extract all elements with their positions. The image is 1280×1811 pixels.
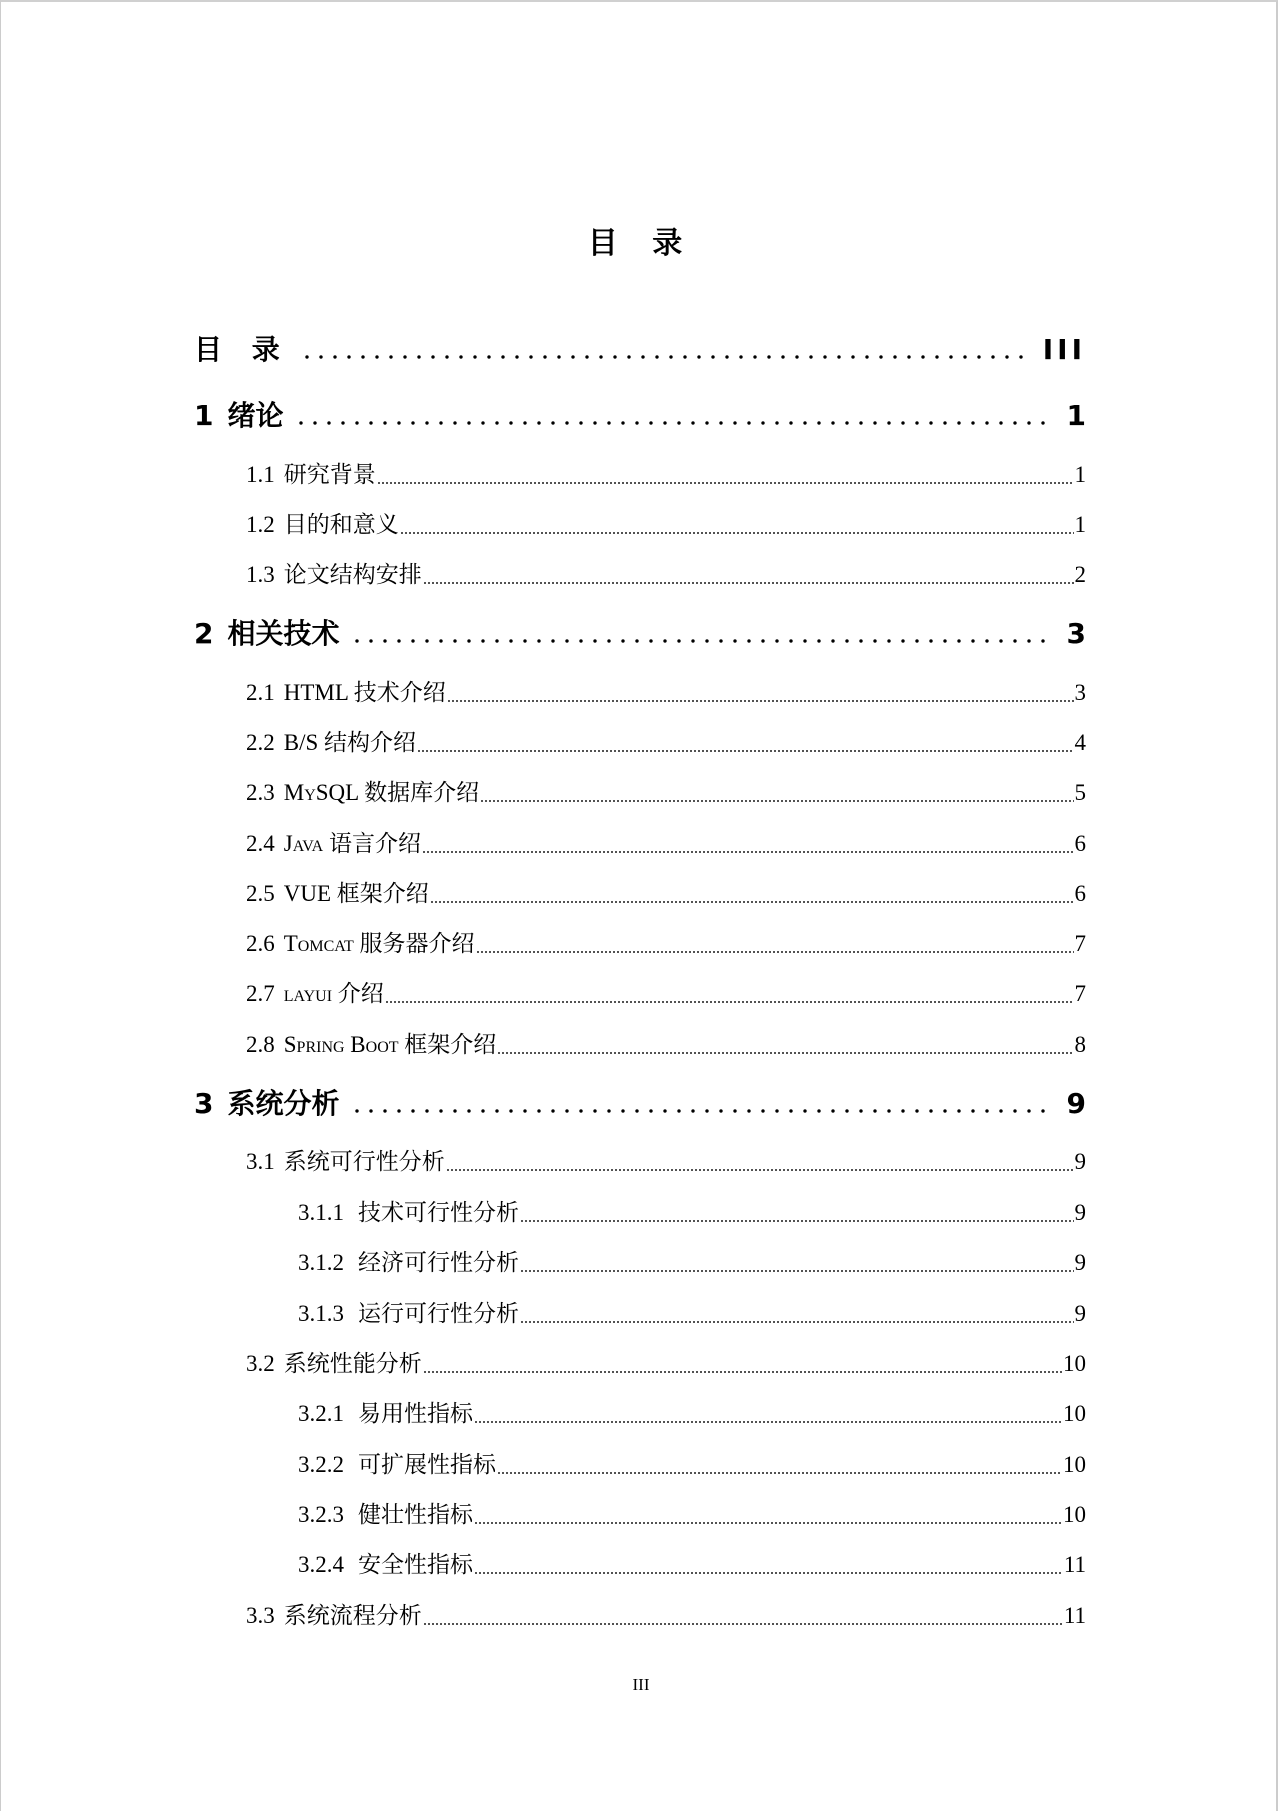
dot-leader [474,1570,1063,1576]
toc-entry-2-4[interactable] [246,827,1086,861]
dot-leader [400,530,1074,536]
toc-entry-2-3[interactable] [246,776,1086,810]
toc-entry-number: 3.2.1 [298,1401,344,1426]
toc-entry-page-number: 10 [1063,1452,1086,1477]
toc-entry-page-number: 1 [1074,512,1086,537]
dot-leader [474,1520,1062,1526]
toc-entry-1-1[interactable] [246,458,1086,492]
toc-entry-number: 1.3 [246,562,275,587]
dot-leader [430,899,1074,905]
toc-entry-3-2-3[interactable] [298,1498,1086,1532]
toc-entry-page-number: 9 [1066,1087,1086,1120]
toc-entry-label [246,458,376,492]
toc-entry-3[interactable] [194,1084,1086,1124]
dot-leader [447,698,1074,704]
toc-entry-text: 研究背景 [283,462,376,487]
toc-entry-number: 3.1.2 [298,1250,344,1275]
toc-entry-text: 系统流程分析 [283,1603,422,1628]
toc-entry-text: 目的和意义 [283,512,399,537]
footer-page-number: III [632,1675,650,1694]
dot-leader [520,1268,1074,1274]
toc-entry-page-number: 7 [1074,931,1086,956]
toc-entry-1-2[interactable] [246,508,1086,542]
dot-leader [423,1621,1063,1627]
toc-entry-number: 3.1.3 [298,1301,344,1326]
toc-entry-number: 2.7 [246,981,275,1006]
toc-entry-text: 系统性能分析 [283,1351,422,1376]
toc-entry-page-number: 11 [1063,1552,1086,1577]
dot-leader [377,480,1074,486]
toc-entry-3-1[interactable] [246,1145,1086,1179]
toc-entry-number: 2.1 [246,680,275,705]
toc-entry-number: 1.2 [246,512,275,537]
toc-entry-page-number: 8 [1074,1032,1086,1057]
toc-entry-2-8[interactable] [246,1028,1086,1062]
toc-entry-label [246,1145,445,1179]
toc-entry-label [298,1246,519,1280]
toc-entry-page-number: 9 [1074,1301,1086,1326]
toc-entry-text: Java 语言介绍 [283,831,421,856]
toc-entry-page-number: 2 [1074,562,1086,587]
dot-leader [474,1419,1062,1425]
toc-entry-page-number: 5 [1074,780,1086,805]
toc-entry-page-number: 11 [1063,1603,1086,1628]
toc-entry-page-number: 7 [1074,981,1086,1006]
toc-entry-number: 3 [194,1087,214,1120]
toc-entry-label [194,396,284,436]
dot-leader [296,352,1029,362]
toc-entry-number: 3.2 [246,1351,275,1376]
toc-entry-page-number: 3 [1074,680,1086,705]
toc-entry-page-number: 9 [1074,1200,1086,1225]
toc-entry-text: HTML 技术介绍 [283,680,446,705]
toc-entry-page-number: 4 [1074,730,1086,755]
toc-entry-3-1-1[interactable] [298,1196,1086,1230]
toc-entry-3-2-1[interactable] [298,1397,1086,1431]
toc-entry-text: Spring Boot 框架介绍 [283,1032,497,1057]
toc-entry-number: 2.4 [246,831,275,856]
toc-entry-text: 易用性指标 [358,1401,473,1426]
toc-entry-label [246,776,479,810]
dot-leader [520,1319,1074,1325]
toc-entry-3-1-3[interactable] [298,1297,1086,1331]
toc-entry-2-6[interactable] [246,927,1086,961]
toc-entry-label [246,1028,496,1062]
toc-entry-label [246,877,429,911]
toc-entry-text: MySQL 数据库介绍 [283,780,480,805]
toc-entry-label [246,927,475,961]
toc-entry-label [246,1599,422,1633]
dot-leader [497,1050,1073,1056]
toc-entry-text: 安全性指标 [358,1552,473,1577]
toc-entry-label [246,676,446,710]
dot-leader [423,1369,1062,1375]
toc-entry-page-number: 9 [1074,1149,1086,1174]
toc-entry-2-2[interactable] [246,726,1086,760]
dot-leader [480,798,1073,804]
toc-entry-2-5[interactable] [246,877,1086,911]
toc-entry-page-number: 6 [1074,831,1086,856]
toc-entry-text: 相关技术 [227,617,340,650]
toc-entry-label [246,558,422,592]
toc-entry-number: 2.3 [246,780,275,805]
toc-entry-3-3[interactable] [246,1599,1086,1633]
toc-entry-text: layui 介绍 [283,981,384,1006]
toc-entry-text: 经济可行性分析 [358,1250,519,1275]
toc-entry-2-7[interactable] [246,977,1086,1011]
toc-entry-label [194,330,290,370]
toc-entry-number: 2.8 [246,1032,275,1057]
toc-entry-3-2-4[interactable] [298,1548,1086,1582]
toc-entry-text: 论文结构安排 [283,562,422,587]
dot-leader [290,418,1053,428]
page-title: 目 录 [587,226,695,261]
toc-entry-3-2[interactable] [246,1347,1086,1381]
toc-entry-label [298,1548,473,1582]
toc-entry-number: 3.1.1 [298,1200,344,1225]
dot-leader [346,636,1053,646]
toc-entry-number: 3.3 [246,1603,275,1628]
toc-entry-page-number: 1 [1074,462,1086,487]
toc-entry-label [246,508,399,542]
toc-entry-page-number: 9 [1074,1250,1086,1275]
toc-entry-text: 可扩展性指标 [358,1452,496,1477]
dot-leader [446,1167,1074,1173]
toc-entry-text: 系统分析 [227,1087,340,1120]
toc-entry-page-number: 10 [1063,1502,1086,1527]
toc-entry-label [298,1397,473,1431]
toc-entry-3-2-2[interactable] [298,1448,1086,1482]
toc-entry-page-number: 3 [1066,617,1086,650]
toc-entry-label [194,1084,340,1124]
toc-entry-number: 2.2 [246,730,275,755]
toc-entry-label [246,827,421,861]
dot-leader [346,1106,1053,1116]
toc-entry-label [298,1297,519,1331]
toc-entry-label [298,1196,519,1230]
toc-entry-page-number: 10 [1063,1401,1086,1426]
toc-entry-1-3[interactable] [246,558,1086,592]
toc-entry-number: 1 [194,399,214,432]
toc-entry-1[interactable] [194,396,1086,436]
toc-entry-3-1-2[interactable] [298,1246,1086,1280]
toc-entry-number: 2.5 [246,881,275,906]
dot-leader [497,1470,1062,1476]
toc-entry-number: 2 [194,617,214,650]
toc-entry-label [246,726,416,760]
dot-leader [422,849,1074,855]
toc-entry-number: 2.6 [246,931,275,956]
toc-entry-number: 3.2.2 [298,1452,344,1477]
dot-leader [476,949,1074,955]
dot-leader [417,748,1073,754]
toc-entry-number: 3.1 [246,1149,275,1174]
toc-entry-text: 运行可行性分析 [358,1301,519,1326]
toc-entry-text: 目 录 [194,333,290,366]
toc-entry-label [246,1347,422,1381]
toc-entry-number: 3.2.4 [298,1552,344,1577]
toc-entry-text: 健壮性指标 [358,1502,473,1527]
toc-entry-2[interactable] [194,614,1086,654]
dot-leader [423,580,1074,586]
toc-entry-text: B/S 结构介绍 [283,730,417,755]
toc-entry-text: 系统可行性分析 [283,1149,445,1174]
toc-entry-page-number: III [1042,333,1086,366]
toc-entry-text: 技术可行性分析 [358,1200,519,1225]
toc-entry-page-number: 10 [1063,1351,1086,1376]
toc-entry-text: 绪论 [227,399,284,432]
toc-entry-label [298,1498,473,1532]
toc-entry-text: Tomcat 服务器介绍 [283,931,475,956]
toc-entry-label [194,614,340,654]
toc-entry-2-1[interactable] [246,676,1086,710]
toc-entry-contents[interactable] [194,330,1086,370]
toc-entry-label [298,1448,496,1482]
toc-entry-number: 1.1 [246,462,275,487]
dot-leader [385,999,1074,1005]
toc-entry-label [246,977,384,1011]
dot-leader [520,1218,1074,1224]
toc-entry-page-number: 1 [1066,399,1086,432]
toc-entry-text: VUE 框架介绍 [283,881,429,906]
toc-entry-number: 3.2.3 [298,1502,344,1527]
toc-entry-page-number: 6 [1074,881,1086,906]
